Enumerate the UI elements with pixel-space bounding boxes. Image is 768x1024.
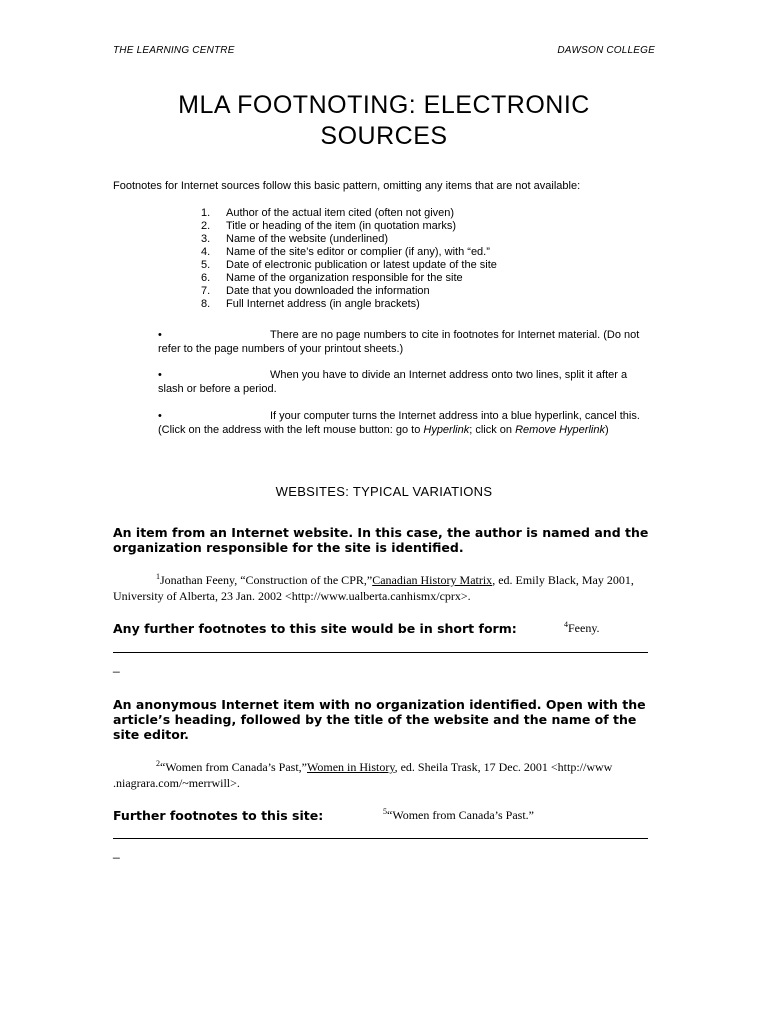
footnote-number: 1 bbox=[156, 572, 160, 581]
note-bullet-3 bbox=[158, 409, 650, 437]
divider-dash: _ bbox=[113, 659, 120, 673]
note-text-mid: ; click on bbox=[469, 424, 516, 436]
note-bullet-2 bbox=[158, 368, 650, 396]
example1-footnote bbox=[113, 572, 653, 604]
pattern-list bbox=[201, 207, 497, 311]
divider-line bbox=[113, 838, 648, 839]
list-item-number: 7. bbox=[201, 285, 211, 297]
note-text-end: ) bbox=[604, 424, 609, 436]
short-form-text: Feeny. bbox=[568, 621, 600, 635]
list-item-number: 1. bbox=[201, 207, 211, 219]
note-emphasis-remove-hyperlink: Remove Hyperlink bbox=[515, 424, 605, 436]
example1-short-form bbox=[113, 621, 653, 636]
note-text: There are no page numbers to cite in footnotes for Internet material. (Do not refer to the page numbers of your printout sheets.) bbox=[158, 329, 640, 355]
bullet-symbol: • bbox=[158, 369, 162, 381]
footnote-text: “Women from Canada’s Past,” bbox=[160, 760, 307, 774]
footnote-number: 2 bbox=[156, 759, 160, 768]
footnote-text: Jonathan Feeny, “Construction of the CPR,” bbox=[160, 573, 373, 587]
list-item-text: Author of the actual item cited (often not given) bbox=[226, 207, 455, 219]
example2-short-form bbox=[113, 808, 653, 823]
note-emphasis-hyperlink: Hyperlink bbox=[423, 424, 470, 436]
divider-line bbox=[113, 652, 648, 653]
list-item bbox=[201, 285, 497, 298]
list-item bbox=[201, 207, 497, 220]
page-title-line2: SOURCES bbox=[320, 122, 448, 150]
example2-heading: An anonymous Internet item with no organization identified. Open with the article’s heading, followed by the title of the website and the name of the site editor. bbox=[113, 697, 646, 742]
header-left: THE LEARNING CENTRE bbox=[113, 45, 235, 56]
list-item-number: 6. bbox=[201, 272, 211, 284]
footnote-site-title: Canadian History Matrix bbox=[372, 573, 493, 587]
short-form-footnote bbox=[564, 621, 600, 636]
list-item bbox=[201, 272, 497, 285]
page-title bbox=[0, 90, 768, 152]
page-title-line1: MLA FOOTNOTING: ELECTRONIC bbox=[178, 91, 590, 119]
list-item-text: Full Internet address (in angle brackets) bbox=[226, 298, 420, 310]
list-item-number: 4. bbox=[201, 246, 211, 258]
list-item-number: 5. bbox=[201, 259, 211, 271]
divider-dash: _ bbox=[113, 845, 120, 859]
list-item bbox=[201, 246, 497, 259]
list-item-number: 8. bbox=[201, 298, 211, 310]
footnote-number: 5 bbox=[383, 807, 387, 816]
intro-text: Footnotes for Internet sources follow this basic pattern, omitting any items that are not available: bbox=[113, 180, 581, 192]
list-item-text: Date that you downloaded the information bbox=[226, 285, 430, 297]
section-heading: WEBSITES: TYPICAL VARIATIONS bbox=[275, 484, 493, 499]
list-item-number: 2. bbox=[201, 220, 211, 232]
footnote-text-rest: , ed. Emily Black, May 2001, University of Alberta, 23 Jan. 2002 <http://www.ualberta.canhismx/cprx>. bbox=[113, 573, 634, 603]
list-item-text: Name of the website (underlined) bbox=[226, 233, 389, 245]
header-right: DAWSON COLLEGE bbox=[557, 45, 655, 56]
short-form-text: “Women from Canada’s Past.” bbox=[387, 808, 534, 822]
list-item bbox=[201, 220, 497, 233]
list-item-text: Date of electronic publication or latest update of the site bbox=[226, 259, 497, 271]
example2-footnote bbox=[113, 759, 653, 791]
note-bullet-1 bbox=[158, 328, 650, 356]
footnote-site-title: Women in History bbox=[307, 760, 395, 774]
list-item-text: Name of the organization responsible for the site bbox=[226, 272, 463, 284]
list-item-text: Name of the site’s editor or complier (if any), with “ed.” bbox=[226, 246, 490, 258]
list-item bbox=[201, 259, 497, 272]
example1-heading: An item from an Internet website. In this case, the author is named and the organization responsible for the site is identified. bbox=[113, 525, 649, 555]
note-text: If your computer turns the Internet address into a blue hyperlink, cancel this. (Click on the address with the left mouse button: go to bbox=[158, 410, 640, 436]
note-text: When you have to divide an Internet address onto two lines, split it after a slash or before a period. bbox=[158, 369, 628, 395]
list-item bbox=[201, 233, 497, 246]
list-item-text: Title or heading of the item (in quotation marks) bbox=[226, 220, 457, 232]
footnote-number: 4 bbox=[564, 620, 568, 629]
bullet-symbol: • bbox=[158, 410, 162, 422]
short-form-label: Further footnotes to this site: bbox=[113, 808, 324, 823]
short-form-label: Any further footnotes to this site would be in short form: bbox=[113, 621, 517, 636]
short-form-footnote bbox=[383, 808, 534, 823]
list-item bbox=[201, 298, 497, 311]
bullet-symbol: • bbox=[158, 329, 162, 341]
list-item-number: 3. bbox=[201, 233, 211, 245]
footnote-text-rest: , ed. Sheila Trask, 17 Dec. 2001 <http://www .niagrara.com/~merrwill>. bbox=[113, 760, 613, 790]
